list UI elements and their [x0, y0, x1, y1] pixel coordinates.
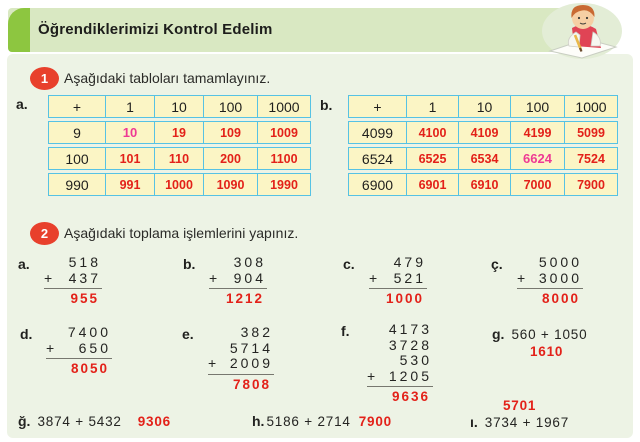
table-header-cell: 100 — [510, 95, 564, 118]
header-accent-bar — [8, 8, 30, 52]
table-header-cell: 100 — [203, 95, 257, 118]
addition-column — [44, 255, 102, 306]
table-cell: 990 — [48, 173, 105, 196]
expression: 3874 + 5432 — [37, 414, 122, 429]
addition-problem-dotless-i — [470, 398, 570, 430]
answer: 955 — [70, 291, 99, 306]
problem-label: f. — [341, 323, 350, 339]
addition-table-b — [348, 92, 618, 199]
exercise-1-instruction: Aşağıdaki tabloları tamamlayınız. — [64, 70, 271, 86]
table-header-cell: 1000 — [564, 95, 618, 118]
plus-sign: + — [517, 269, 526, 286]
addend: + 521 — [369, 269, 426, 286]
addend: 5000 — [538, 254, 582, 270]
table-cell: 6900 — [348, 173, 406, 196]
addition-table-a — [48, 92, 311, 199]
table-header-cell: + — [48, 95, 105, 118]
sum-line — [367, 386, 433, 387]
table-answer-cell: 1100 — [257, 147, 311, 170]
addend: 5714 — [229, 339, 273, 356]
table-answer-cell: 1990 — [257, 173, 311, 196]
exercise-2-instruction: Aşağıdaki toplama işlemlerini yapınız. — [64, 225, 299, 241]
addend: 308 — [233, 254, 266, 270]
addition-problem-c-cedilla — [491, 255, 583, 306]
plus-sign: + — [369, 269, 378, 286]
table-row — [48, 121, 311, 144]
exercise-2-badge: 2 — [30, 222, 59, 245]
addition-column — [209, 255, 267, 306]
problem-label: ğ. — [18, 413, 31, 429]
table-answer-cell: 200 — [203, 147, 257, 170]
problem-label: ı. — [470, 414, 478, 430]
exercise-1-badge: 1 — [30, 67, 59, 90]
table-cell: 9 — [48, 121, 105, 144]
page-title: Öğrendiklerimizi Kontrol Edelim — [38, 21, 273, 38]
table-answer-cell: 7000 — [510, 173, 564, 196]
table-answer-cell: 6910 — [458, 173, 510, 196]
addition-column — [369, 255, 427, 306]
addition-problem-a — [18, 255, 102, 306]
problem-label: g. — [492, 326, 505, 342]
table-answer-cell: 19 — [154, 121, 203, 144]
addend: 4173 — [388, 321, 432, 337]
problem-label: a. — [18, 256, 30, 272]
addition-problem-d — [20, 325, 112, 376]
addend: + 2009 — [208, 355, 273, 371]
table-answer-cell: 7524 — [564, 147, 618, 170]
table-header-cell: 1 — [406, 95, 458, 118]
addend: + 3000 — [517, 269, 582, 286]
addition-problem-c — [343, 255, 427, 306]
problem-label: e. — [182, 326, 194, 342]
answer: 9306 — [137, 414, 171, 429]
table-header-cell: 10 — [154, 95, 203, 118]
problem-label: ç. — [491, 256, 503, 272]
table-row — [348, 121, 618, 144]
table-header-cell: 1000 — [257, 95, 311, 118]
sum-line — [517, 288, 583, 289]
table-answer-cell: 1000 — [154, 173, 203, 196]
addition-problem-g — [492, 326, 588, 359]
addend: 7400 — [67, 324, 111, 340]
answer: 5701 — [503, 398, 537, 413]
table-answer-cell: 110 — [154, 147, 203, 170]
addition-column — [208, 325, 274, 392]
table-answer-cell: 991 — [105, 173, 154, 196]
table-row — [48, 147, 311, 170]
table-row — [348, 173, 618, 196]
addend: 382 — [240, 324, 273, 340]
answer: 1212 — [225, 291, 264, 306]
table-cell: 6524 — [348, 147, 406, 170]
addition-column — [517, 255, 583, 306]
plus-sign: + — [209, 269, 218, 286]
addition-column — [367, 322, 433, 404]
sum-line — [208, 374, 274, 375]
table-answer-cell: 109 — [203, 121, 257, 144]
addend: 479 — [393, 254, 426, 270]
table-answer-cell: 5099 — [564, 121, 618, 144]
table-header-cell: 1 — [105, 95, 154, 118]
expression: 5186 + 2714 — [266, 414, 351, 429]
plus-sign: + — [46, 339, 55, 356]
plus-sign: + — [44, 269, 53, 286]
problem-label: c. — [343, 256, 355, 272]
answer: 7808 — [232, 376, 271, 392]
table-row — [48, 173, 311, 196]
table-a-label: a. — [16, 96, 28, 112]
table-cell: 100 — [48, 147, 105, 170]
expression: 560 + 1050 — [511, 327, 588, 342]
addition-problem-g-breve — [18, 413, 171, 429]
addition-problem-b — [183, 255, 267, 306]
table-cell: 4099 — [348, 121, 406, 144]
table-answer-cell: 6901 — [406, 173, 458, 196]
table-answer-cell: 6525 — [406, 147, 458, 170]
plus-sign: + — [367, 367, 376, 384]
answer: 8000 — [541, 291, 580, 306]
expression: 3734 + 1967 — [484, 415, 570, 430]
table-answer-cell: 1009 — [257, 121, 311, 144]
sum-line — [44, 288, 102, 289]
addition-column — [46, 325, 112, 376]
table-answer-cell: 6534 — [458, 147, 510, 170]
table-header-cell: 10 — [458, 95, 510, 118]
table-row — [348, 147, 618, 170]
table-b-label: b. — [320, 97, 333, 113]
answer: 1000 — [385, 291, 424, 306]
addend: + 1205 — [367, 367, 432, 384]
addend: 3728 — [388, 336, 432, 353]
problem-label: h. — [252, 413, 265, 429]
table-header-cell: + — [348, 95, 406, 118]
addend: 530 — [399, 352, 432, 368]
table-row — [348, 95, 618, 118]
addition-problem-f — [341, 322, 433, 404]
problem-label: d. — [20, 326, 33, 342]
plus-sign: + — [208, 355, 217, 371]
sum-line — [369, 288, 427, 289]
table-answer-cell: 101 — [105, 147, 154, 170]
table-answer-cell: 6624 — [510, 147, 564, 170]
addend: + 437 — [44, 269, 101, 286]
addition-problem-h — [252, 413, 392, 429]
answer: 9636 — [391, 389, 430, 404]
table-answer-cell: 1090 — [203, 173, 257, 196]
addend: 518 — [68, 254, 101, 270]
table-row — [48, 95, 311, 118]
answer: 1610 — [530, 344, 564, 359]
sum-line — [209, 288, 267, 289]
addend: + 904 — [209, 269, 266, 286]
addition-problem-e — [182, 325, 274, 392]
answer: 8050 — [70, 361, 109, 376]
table-answer-cell: 4100 — [406, 121, 458, 144]
table-answer-cell: 10 — [105, 121, 154, 144]
problem-label: b. — [183, 256, 196, 272]
addend: + 650 — [46, 339, 111, 356]
sum-line — [46, 358, 112, 359]
table-answer-cell: 7900 — [564, 173, 618, 196]
answer: 7900 — [358, 414, 392, 429]
table-answer-cell: 4199 — [510, 121, 564, 144]
table-answer-cell: 4109 — [458, 121, 510, 144]
child-writing-illustration — [536, 1, 626, 59]
